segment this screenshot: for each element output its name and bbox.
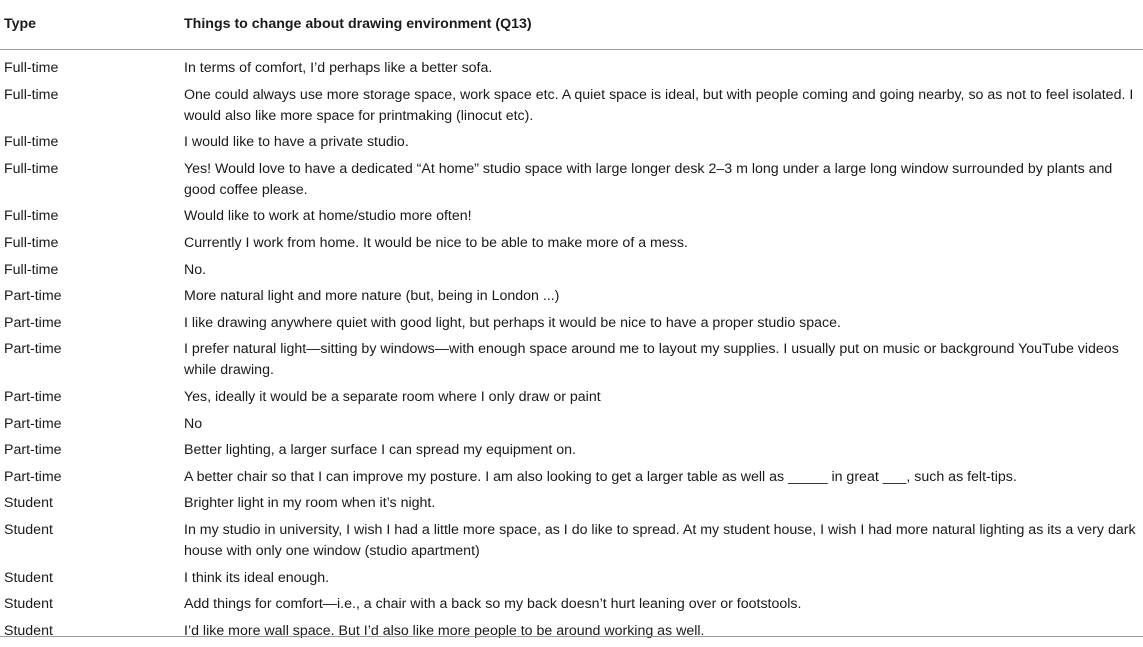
table-row xyxy=(0,568,1143,595)
cell-change-response: Yes! Would love to have a dedicated “At home” studio space with large longer desk 2–3 m long under a large long window surrounded by plants and good coffee please. xyxy=(183,159,1143,207)
cell-type: Student xyxy=(0,520,183,568)
table-row xyxy=(0,159,1143,207)
table-row xyxy=(0,50,1143,85)
cell-change-response: I like drawing anywhere quiet with good light, but perhaps it would be nice to have a proper studio space. xyxy=(183,313,1143,340)
cell-type: Part-time xyxy=(0,414,183,441)
cell-change-response: I think its ideal enough. xyxy=(183,568,1143,595)
cell-change-response: No xyxy=(183,414,1143,441)
cell-type: Full-time xyxy=(0,85,183,133)
cell-change-response: Brighter light in my room when it’s night. xyxy=(183,493,1143,520)
cell-change-response: Currently I work from home. It would be nice to be able to make more of a mess. xyxy=(183,233,1143,260)
table-header xyxy=(0,0,1143,50)
table-row xyxy=(0,233,1143,260)
cell-type: Student xyxy=(0,621,183,647)
cell-change-response: Would like to work at home/studio more often! xyxy=(183,206,1143,233)
cell-type: Student xyxy=(0,493,183,520)
cell-type: Student xyxy=(0,568,183,595)
table-row xyxy=(0,286,1143,313)
table-row xyxy=(0,387,1143,414)
cell-change-response: Better lighting, a larger surface I can spread my equipment on. xyxy=(183,440,1143,467)
table-bottom-rule xyxy=(0,636,1143,637)
table-row xyxy=(0,467,1143,494)
table-row xyxy=(0,206,1143,233)
cell-change-response: Add things for comfort—i.e., a chair with a back so my back doesn’t hurt leaning over or footstools. xyxy=(183,594,1143,621)
table-row xyxy=(0,260,1143,287)
table-row xyxy=(0,594,1143,621)
cell-type: Student xyxy=(0,594,183,621)
cell-type: Part-time xyxy=(0,286,183,313)
cell-type: Full-time xyxy=(0,260,183,287)
cell-change-response: I prefer natural light—sitting by windows—with enough space around me to layout my supplies. I usually put on music or background YouTube videos while drawing. xyxy=(183,339,1143,387)
cell-type: Part-time xyxy=(0,387,183,414)
cell-type: Part-time xyxy=(0,339,183,387)
cell-type: Part-time xyxy=(0,313,183,340)
cell-change-response: One could always use more storage space, work space etc. A quiet space is ideal, but with people coming and going nearby, so as not to feel isolated. I would also like more space for printmaking (linocut etc). xyxy=(183,85,1143,133)
table-row xyxy=(0,132,1143,159)
cell-change-response: In terms of comfort, I’d perhaps like a better sofa. xyxy=(183,50,1143,85)
table-body xyxy=(0,50,1143,647)
cell-change-response: I’d like more wall space. But I’d also like more people to be around working as well. xyxy=(183,621,1143,647)
cell-change-response: In my studio in university, I wish I had a little more space, as I do like to spread. At my student house, I wish I had more natural lighting as its a very dark house with only one window (studio apartment) xyxy=(183,520,1143,568)
cell-type: Part-time xyxy=(0,440,183,467)
cell-change-response: A better chair so that I can improve my posture. I am also looking to get a larger table as well as _____ in great ___, such as felt-tips. xyxy=(183,467,1143,494)
cell-change-response: More natural light and more nature (but, being in London ...) xyxy=(183,286,1143,313)
cell-change-response: I would like to have a private studio. xyxy=(183,132,1143,159)
table-row xyxy=(0,440,1143,467)
column-header-type: Type xyxy=(0,0,183,50)
cell-type: Full-time xyxy=(0,132,183,159)
header-row xyxy=(0,0,1143,50)
cell-type: Full-time xyxy=(0,206,183,233)
table-row xyxy=(0,493,1143,520)
table-row xyxy=(0,621,1143,647)
table-row xyxy=(0,414,1143,441)
cell-change-response: Yes, ideally it would be a separate room where I only draw or paint xyxy=(183,387,1143,414)
cell-type: Full-time xyxy=(0,159,183,207)
cell-type: Full-time xyxy=(0,233,183,260)
cell-type: Full-time xyxy=(0,50,183,85)
cell-type: Part-time xyxy=(0,467,183,494)
column-header-changes: Things to change about drawing environment (Q13) xyxy=(183,0,1143,50)
table-row xyxy=(0,520,1143,568)
table-row xyxy=(0,339,1143,387)
table-row xyxy=(0,313,1143,340)
cell-change-response: No. xyxy=(183,260,1143,287)
table-row xyxy=(0,85,1143,133)
